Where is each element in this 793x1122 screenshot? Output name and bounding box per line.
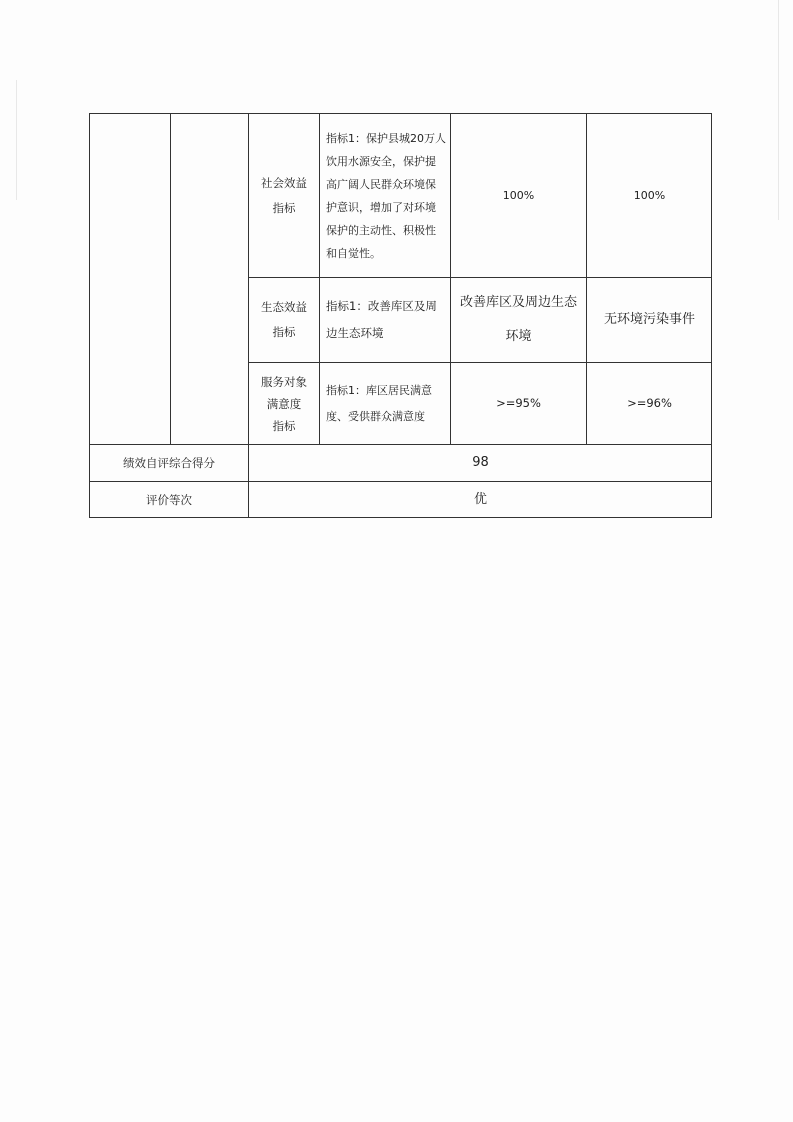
performance-table xyxy=(89,113,712,518)
indicator-cell xyxy=(320,278,450,362)
target-satisfaction: >=95% xyxy=(496,396,541,410)
actual-cell xyxy=(587,278,712,362)
target-cell xyxy=(451,363,586,444)
score-value: 98 xyxy=(472,455,489,470)
category-satisfaction: 服务对象 满意度 指标 xyxy=(261,374,307,433)
category-cell xyxy=(249,363,319,444)
score-label: 绩效自评综合得分 xyxy=(123,455,215,470)
indicator-ecological: 指标1：改善库区及周 边生态环境 xyxy=(326,299,437,340)
actual-cell xyxy=(587,114,712,277)
indicator-cell xyxy=(320,114,450,277)
category-social: 社会效益 指标 xyxy=(261,175,307,215)
col-divider-1 xyxy=(170,114,171,444)
grade-value: 优 xyxy=(473,492,487,507)
actual-cell xyxy=(587,363,712,444)
scan-artifact xyxy=(16,80,17,200)
target-ecological: 改善库区及周边生态 环境 xyxy=(459,295,577,344)
target-cell xyxy=(451,114,586,277)
scan-artifact xyxy=(778,0,779,220)
actual-satisfaction: >=96% xyxy=(627,396,672,410)
grade-label: 评价等次 xyxy=(146,492,192,507)
category-cell xyxy=(249,278,319,362)
score-value-cell xyxy=(249,445,712,481)
target-social: 100% xyxy=(502,189,535,202)
grade-value-cell xyxy=(249,482,712,518)
indicator-social: 指标1：保护县城20万人 饮用水源安全，保护提 高广阔人民群众环境保 护意识，增加了对环境 保护的主动性、积极性 和自觉性。 xyxy=(326,131,446,260)
grade-label-cell xyxy=(90,482,248,518)
actual-social: 100% xyxy=(633,189,666,202)
indicator-satisfaction: 指标1：库区居民满意 度、受供群众满意度 xyxy=(326,383,432,423)
indicator-cell xyxy=(320,363,450,444)
actual-ecological: 无环境污染事件 xyxy=(603,312,695,327)
target-cell xyxy=(451,278,586,362)
category-ecological: 生态效益 指标 xyxy=(261,300,307,339)
score-label-cell xyxy=(90,445,248,481)
category-cell xyxy=(249,114,319,277)
